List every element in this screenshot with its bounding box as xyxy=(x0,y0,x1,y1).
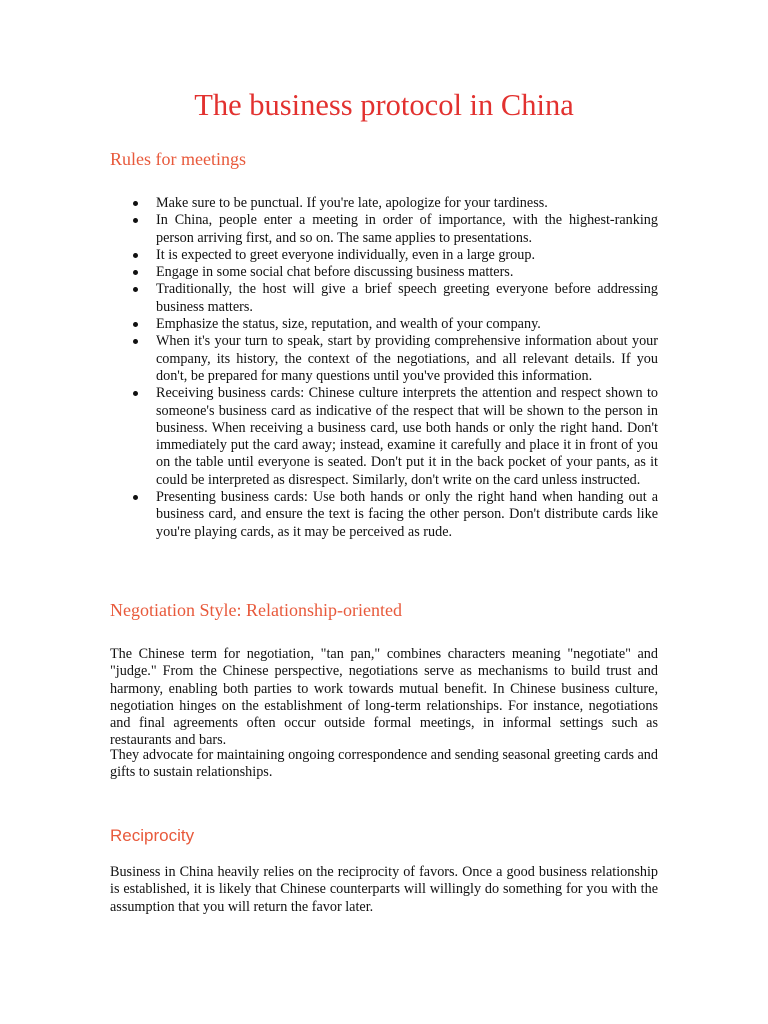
list-item: Receiving business cards: Chinese culture interprets the attention and respect shown to someone's business card as indicative of the respect that will be shown to the person in business. When receiving a business card, use both hands or only the right hand. Don't immediately put the card away; instead, examine it carefully and place it in front of you on the table until everyone is seated. Don't put it in the back pocket of your pants, as it could be interpreted as disrespect. Similarly, don't write on the card unless instructed. xyxy=(156,385,658,488)
list-item: Make sure to be punctual. If you're late, apologize for your tardiness. xyxy=(156,195,658,212)
meeting-rules-list xyxy=(110,195,658,541)
negotiation-paragraph-1: The Chinese term for negotiation, "tan pan," combines characters meaning "negotiate" and "judge." From the Chinese perspective, negotiations serve as mechanisms to build trust and harmony, enabling both parties to work towards mutual benefit. In Chinese business culture, negotiation hinges on the establishment of long-term relationships. For instance, negotiations and final agreements often occur outside formal meetings, in informal settings such as restaurants and bars. xyxy=(110,646,658,749)
page-title: The business protocol in China xyxy=(194,88,574,122)
heading-rules-for-meetings: Rules for meetings xyxy=(110,149,246,169)
list-item: Engage in some social chat before discussing business matters. xyxy=(156,264,658,281)
list-item: In China, people enter a meeting in order of importance, with the highest-ranking person arriving first, and so on. The same applies to presentations. xyxy=(156,212,658,246)
list-item: Emphasize the status, size, reputation, and wealth of your company. xyxy=(156,316,658,333)
heading-negotiation-style: Negotiation Style: Relationship-oriented xyxy=(110,600,402,620)
reciprocity-paragraph: Business in China heavily relies on the reciprocity of favors. Once a good business relationship is established, it is likely that Chinese counterparts will willingly do something for you with the assumption that you will return the favor later. xyxy=(110,864,658,915)
list-item: Presenting business cards: Use both hands or only the right hand when handing out a business card, and ensure the text is facing the other person. Don't distribute cards like you're playing cards, as it may be perceived as rude. xyxy=(156,489,658,540)
list-item: When it's your turn to speak, start by providing comprehensive information about your company, its history, the context of the negotiations, and all relevant details. If you don't, be prepared for many questions until you've provided this information. xyxy=(156,333,658,384)
heading-reciprocity: Reciprocity xyxy=(110,826,195,845)
list-item: Traditionally, the host will give a brief speech greeting everyone before addressing business matters. xyxy=(156,281,658,315)
list-item: It is expected to greet everyone individually, even in a large group. xyxy=(156,247,658,264)
negotiation-paragraph-2: They advocate for maintaining ongoing correspondence and sending seasonal greeting cards and gifts to sustain relationships. xyxy=(110,747,658,781)
